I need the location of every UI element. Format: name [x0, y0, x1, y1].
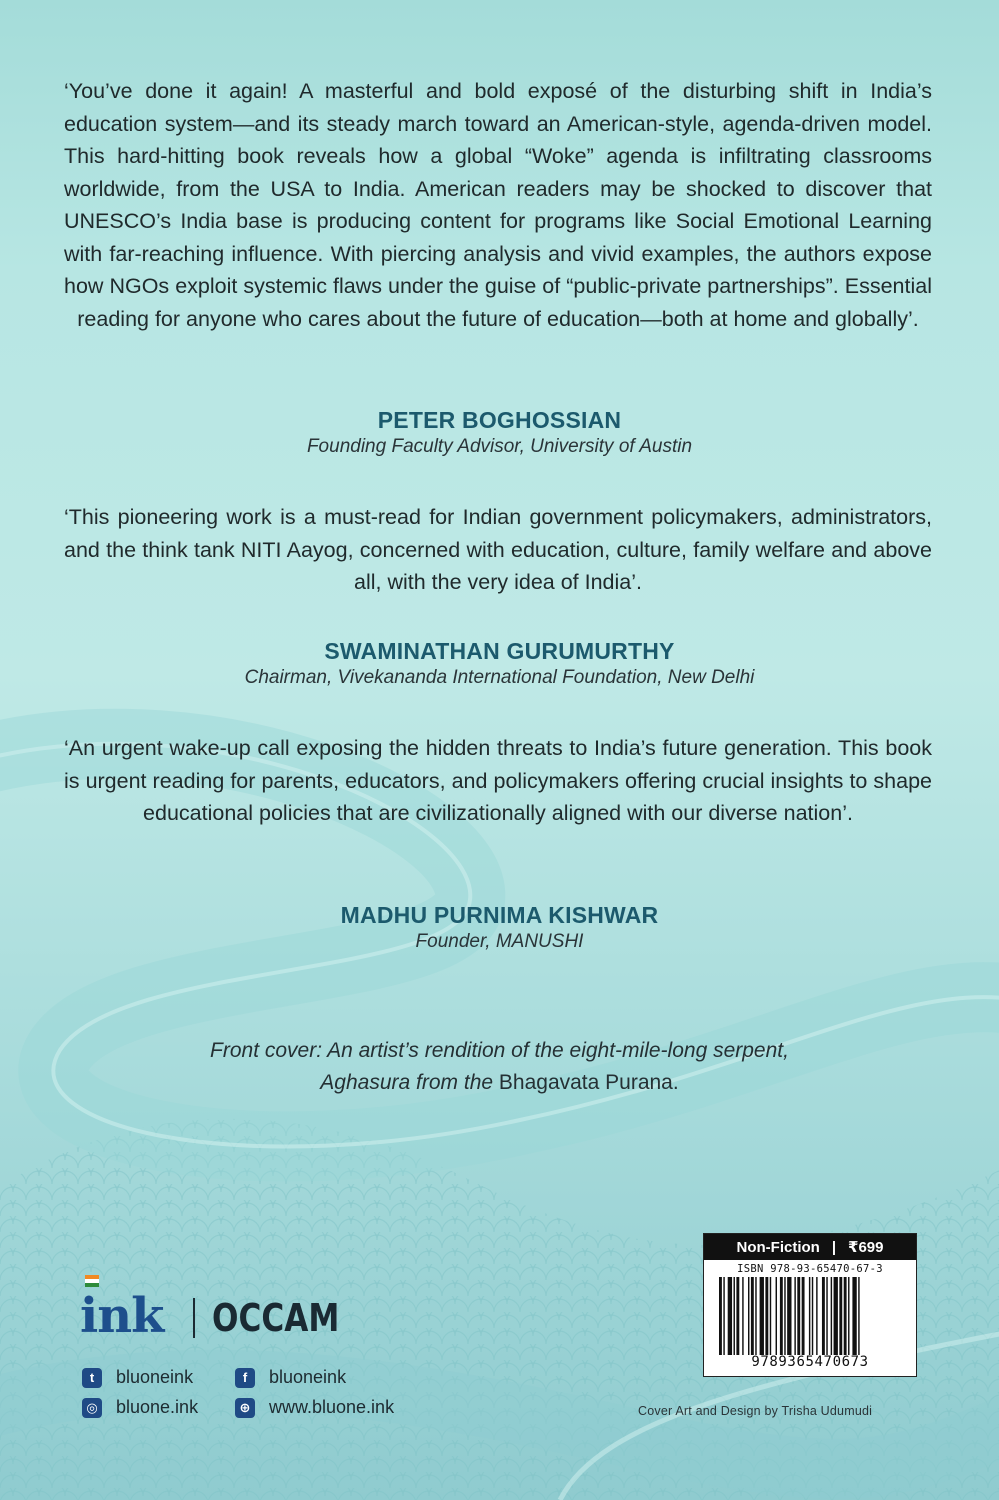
globe-icon: ⊕ — [235, 1398, 255, 1418]
twitter-handle-label: bluoneink — [116, 1367, 194, 1387]
barcode-bar — [719, 1277, 722, 1355]
quote-1-author-role: Founding Faculty Advisor, University of Austin — [306, 436, 693, 457]
website-link[interactable] — [235, 1397, 394, 1418]
barcode-bar — [728, 1277, 732, 1355]
facebook-handle[interactable] — [235, 1367, 346, 1388]
barcode-bar — [797, 1277, 800, 1355]
barcode-bar — [794, 1277, 795, 1355]
cover-credit: Cover Art and Design by Trisha Udumudi — [638, 1404, 873, 1418]
barcode-bar — [784, 1277, 785, 1355]
barcode-bar — [812, 1277, 813, 1355]
barcode-bar — [816, 1277, 817, 1355]
barcode-header — [704, 1234, 916, 1260]
barcode-bar — [776, 1277, 777, 1355]
occam-logo: OCCAM — [212, 1296, 340, 1340]
front-cover-note-italic: Aghasura from the — [320, 1071, 494, 1094]
barcode-bar — [760, 1277, 764, 1355]
isbn-label: ISBN 978-93-65470-67-3 — [737, 1263, 883, 1275]
logo-divider — [193, 1298, 195, 1338]
quote-2-text: ‘This pioneering work is a must-read for Indian government policymakers, administrators, and the think tank NITI Aayog, concerned with education, culture, family welfare and above all, with the very idea of India’. — [64, 505, 932, 594]
barcode-bar — [809, 1277, 810, 1355]
barcode-bar — [734, 1277, 735, 1355]
quote-2-author: SWAMINATHAN GURUMURTHY — [324, 638, 675, 664]
barcode-bar — [839, 1277, 842, 1355]
barcode-bar — [736, 1277, 739, 1355]
front-cover-note-source: Bhagavata Purana. — [493, 1071, 679, 1094]
twitter-icon: t — [82, 1368, 102, 1388]
barcode-bar — [802, 1277, 805, 1355]
barcode-bar — [787, 1277, 791, 1355]
front-cover-note-line2 — [0, 1067, 999, 1099]
barcode-bar — [831, 1277, 832, 1355]
quote-3-author-role: Founder, MANUSHI — [415, 931, 584, 952]
instagram-icon: ◎ — [82, 1398, 102, 1418]
website-link-label: www.bluone.ink — [269, 1397, 395, 1417]
barcode-bar — [848, 1277, 849, 1355]
facebook-handle-label: bluoneink — [269, 1367, 347, 1387]
barcode-bar — [826, 1277, 827, 1355]
barcode-bar — [723, 1277, 724, 1355]
twitter-handle[interactable] — [82, 1367, 193, 1388]
quote-2-author-role: Chairman, Vivekananda International Foundation, New Delhi — [244, 667, 755, 688]
instagram-handle[interactable] — [82, 1397, 198, 1418]
barcode-bar — [748, 1277, 749, 1355]
barcode-bar — [770, 1277, 771, 1355]
barcode-bar — [780, 1277, 783, 1355]
quote-1-author: PETER BOGHOSSIAN — [377, 407, 622, 433]
quote-1-text: ‘You’ve done it again! A masterful and bold exposé of the disturbing shift in India’s education system—and its steady march toward an American-style, agenda-driven model. This hard-hitting book reveals how a global “Woke” agenda is infiltrating classrooms worldwide, from the USA to India. American readers may be shocked to discover that UNESCO’s India base is producing content for programs like Social Emotional Learning with far-reaching influence. With piercing analysis and vivid examples, the authors expose how NGOs exploit systemic flaws under the guise of “public-private partnerships”. Essential reading for anyone who cares about the future of education—both at home and globally’. — [64, 79, 932, 331]
india-flag-icon — [85, 1275, 99, 1287]
quote-3-author: MADHU PURNIMA KISHWAR — [340, 902, 659, 928]
barcode-bar — [765, 1277, 768, 1355]
barcode-bar — [742, 1277, 743, 1355]
price-label: ₹699 — [848, 1239, 884, 1256]
instagram-handle-label: bluone.ink — [116, 1397, 199, 1417]
barcode-bar — [834, 1277, 838, 1355]
barcode-bar — [751, 1277, 754, 1355]
barcode-bar — [858, 1277, 859, 1355]
barcode-bar — [755, 1277, 756, 1355]
front-cover-note-line1: Front cover: An artist’s rendition of the eight-mile-long serpent, — [210, 1039, 789, 1062]
barcode-bars — [715, 1277, 905, 1355]
header-separator: | — [831, 1238, 837, 1256]
facebook-icon: f — [235, 1368, 255, 1388]
front-cover-note — [0, 1035, 999, 1099]
category-label: Non-Fiction — [736, 1238, 820, 1256]
barcode-bar — [844, 1277, 847, 1355]
barcode-bar — [822, 1277, 825, 1355]
ink-logo: ink — [80, 1288, 164, 1344]
quote-3-text: ‘An urgent wake-up call exposing the hidden threats to India’s future generation. This book is urgent reading for parents, educators, and policymakers offering crucial insights to shape educational policies that are civilizationally aligned with our diverse nation’. — [64, 736, 932, 825]
barcode-bar — [852, 1277, 856, 1355]
barcode-panel — [703, 1233, 917, 1377]
isbn-digits: 9789365470673 — [751, 1354, 869, 1370]
